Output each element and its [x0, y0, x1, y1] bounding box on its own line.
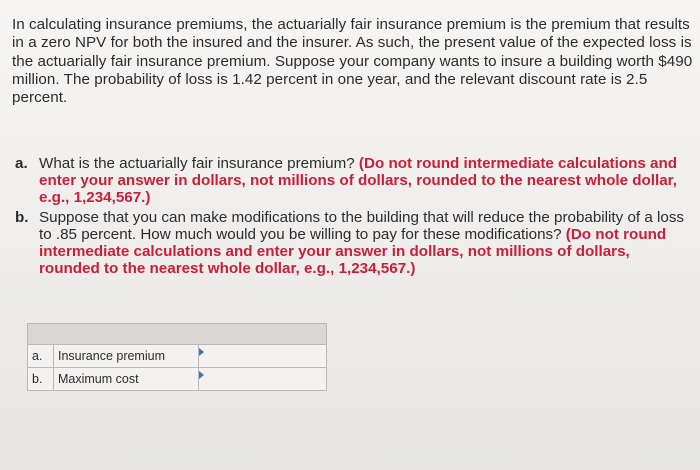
question-b: [15, 209, 685, 278]
question-text: Suppose that you can make modifications to the building that will reduce the probability of a loss to .85 percent. How much would you be willing to pay for these modifications?: [39, 208, 685, 243]
answer-row-b: [28, 368, 327, 391]
answer-table-header: [28, 324, 327, 345]
answer-cell: [199, 368, 327, 391]
field-marker-icon: [199, 371, 204, 379]
question-body: [39, 209, 685, 278]
answer-field-wrap: [203, 368, 322, 390]
question-list: [15, 155, 685, 279]
answer-table: [27, 323, 327, 391]
question-text: What is the actuarially fair insurance premium?: [39, 155, 359, 172]
question-letter: a.: [15, 155, 28, 172]
field-marker-icon: [199, 348, 204, 356]
answer-field-wrap: [203, 345, 322, 367]
answer-row-letter: a.: [28, 345, 54, 368]
maximum-cost-input[interactable]: [203, 368, 322, 386]
problem-statement: In calculating insurance premiums, the actuarially fair insurance premium is the premium that results in a zero NPV for both the insured and the insurer. As such, the present value of the expected loss is the actuarially fair insurance premium. Suppose your company wants to insure a building worth $490 million. The probability of loss is 1.42 percent in one year, and the relevant discount rate is 2.5 percent.: [12, 16, 693, 107]
answer-cell: [199, 345, 327, 368]
question-instruction: (Do not round intermediate calculations and enter your answer in dollars, not millions of dollars, rounded to the nearest whole dollar, e.g., 1,234,567.): [39, 155, 678, 207]
answer-row-label: Maximum cost: [54, 368, 199, 391]
answer-table-header-cell: [28, 324, 327, 345]
answer-row-a: [28, 345, 327, 368]
question-body: [39, 155, 685, 207]
question-a: [15, 155, 685, 207]
question-letter: b.: [15, 208, 29, 226]
answer-row-letter: b.: [28, 368, 54, 391]
question-instruction: (Do not round intermediate calculations and enter your answer in dollars, not millions of dollars, rounded to the nearest whole dollar, e.g., 1,234,567.): [39, 225, 667, 278]
answer-row-label: Insurance premium: [54, 345, 199, 368]
insurance-premium-input[interactable]: [203, 345, 322, 363]
